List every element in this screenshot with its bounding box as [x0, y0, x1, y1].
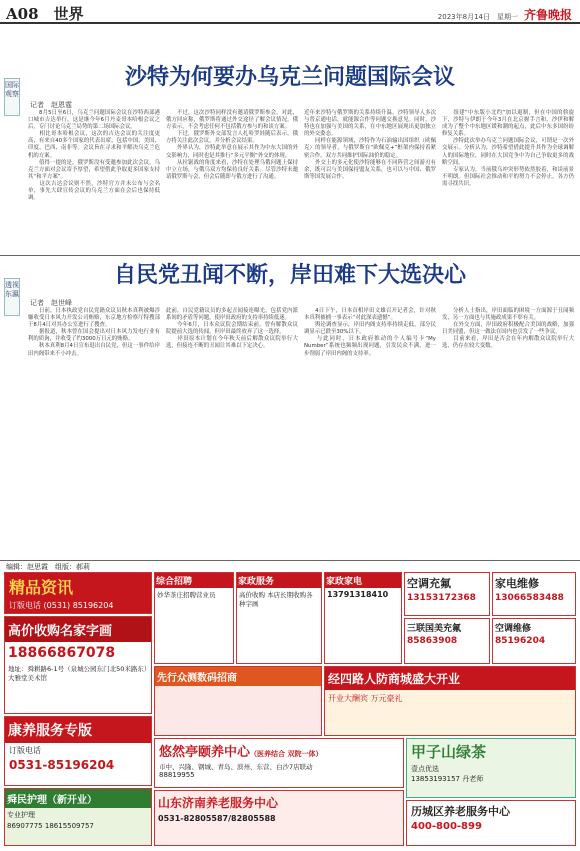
article-1-col: 组建“中东版小北约”加以遏制，但在中国的斡旋下，沙特与伊朗于今年3月在北京握手言和，沙伊和解成为了整个中东地区缓和潮的起点，此后中东多国纷纷修复关系。 沙特此次举办乌克兰问题国际会议，可谓是一次外交展示。分析认为，沙特希望借此提升其作为全球调解人的国际地位，同时在大国竞争中为自己争取更多的战略空间。 专家认为，当前俄乌冲突形势依然胶着，和谈前景不明朗。但国际社会推动和平的努力不会停止，各方仍需寻找共识。 [442, 110, 574, 187]
ad-title: 家政服务 [237, 573, 321, 588]
article-2-body [28, 308, 574, 558]
ad-title: 空调维修 [495, 624, 532, 634]
header-right [438, 6, 572, 23]
ad-phone: 400-800-899 [411, 821, 482, 832]
article-1-col: 8月5日至6日，乌克兰问题国际会议在沙特西部港口城市吉达举行。这是继今年6月丹麦哥本哈根会议之后，专门讨论乌克兰局势的第二场国际会议。 相比哥本哈根会议，这次的吉达会议的关注度更高，有来自40多个国家的代表出席，包括中国、美国、印度、巴西、南非等。会议旨在寻求和平解决乌克兰危机的方案。 值得一提的是，俄罗斯没有受邀参加此次会议。乌克兰方面对会议寄予厚望，希望借此争取更多国家支持其“和平方案”。 这次吉达会议则不然，沙特官方并未公布与会名单，事先大肆宣传会议的乌克兰方面在会后也保持低调。 [28, 110, 160, 202]
ad-weixiu [492, 572, 576, 616]
ad-phone: 13153172368 [407, 593, 476, 603]
headline-1: 沙特为何要办乌克兰问题国际会议 [124, 64, 455, 90]
ad-address: 地址：舜耕路6-1号（泉城公园东门北50米路东）大雅堂美术馆 [8, 665, 148, 682]
article-1-body [28, 110, 574, 250]
ad-title: 精品资讯 [9, 578, 74, 597]
ad-title: 家政家电 [325, 573, 401, 588]
article-1-col: 不过，这次沙特同样没有邀请俄罗斯参会。对此，俄方回应称，俄罗斯将通过外交途径了解会议情况。俄方表示，不会考虑任何不包括俄方参与的和谈方案。 下过，俄罗斯外交部发言人扎哈罗娃随后表示，俄方将关注此次会议，并分析会议结果。 外界认为，沙特此举意在展示其作为中东大国的外交影响力，同时也是其推行“多元平衡”外交的体现。 从拉锯战的角度来看，沙特在处理乌俄问题上保持中立立场，与俄乌双方均保持良好关系。尽管沙特未邀请俄罗斯与会，但会后随即与俄方进行了沟通。 [166, 110, 298, 180]
ad-lvcha [406, 738, 576, 798]
ad-phone: 88819955 [159, 771, 195, 779]
ad-kongtiao-weixiu [492, 618, 576, 664]
ad-text: 市中、兴隆、钢城、青岛、滨州、东营、白沙7店联动 [159, 763, 313, 771]
ad-sub: 开业大酬宾 万元豪礼 [328, 694, 403, 703]
article-2-col: 4日下午，日本首相岸田文雄召开记者会，针对秋本真利被捕一事表示“对此深表遗憾”。 舆论调查显示，岸田内阁支持率持续走低，部分民调显示已跌至30%以下。 与此同时，日本政府推动的个人编号卡“My Number”系统也频频出现问题，引发民众不满，进一步削弱了岸田内阁的支持率。 [304, 308, 436, 357]
ad-title: 历城区养老服务中心 [411, 805, 510, 818]
ad-text: 妙华茶庄招聘营业员 [157, 591, 216, 599]
page-header [0, 0, 580, 24]
ad-title: 经四路人防商城盛大开业 [325, 667, 575, 690]
ad-shuma [154, 666, 322, 736]
ad-title: 综合招聘 [155, 573, 233, 588]
ad-sanlian [404, 618, 490, 664]
side-label-1: 国际观察 [4, 78, 20, 116]
ad-title: 先行众测数码招商 [155, 667, 321, 686]
ad-title: 家电维修 [495, 577, 539, 590]
ad-phone: 18866867078 [8, 645, 116, 661]
ad-kangyang [4, 716, 152, 786]
ad-text: 专业护理 [7, 811, 35, 819]
ad-zhaopin [154, 572, 234, 664]
ad-title: 甲子山绿茶 [411, 743, 487, 761]
ad-jingpin [4, 572, 152, 614]
ad-phone: 85196204 [495, 636, 546, 646]
ad-title: 舜民护理（新开业） [5, 789, 151, 808]
ad-title: 三联国美充氟 [407, 624, 462, 634]
ad-phone: 85863908 [407, 636, 458, 646]
article-1-col: 近年来沙特与俄罗斯的关系持续升温，沙特领导人多次与普京通电话，就能源合作等问题交换意见。同时，沙特也在加强与美国的关系，在中东地区展现出更加独立的外交姿态。 同样在能源领域，沙特作为石油输出国组织（欧佩克）的领导者，与俄罗斯在“欧佩克+”框架内保持着紧密合作，双方共同维护国际油价的稳定。 外交上的多元化使沙特能够在不同阵营之间游刃有余，既可以与美国保持盟友关系，也可以与中国、俄罗斯等国发展合作。 [304, 110, 436, 180]
ad-licheng [406, 800, 576, 846]
ad-kongtiao [404, 572, 490, 616]
ad-text: 高价收购 本店长期收购各种字画 [239, 591, 313, 608]
headline-2: 自民党丑闻不断，岸田难下大选决心 [113, 262, 466, 288]
ad-phone: 18615509757 [44, 822, 94, 830]
ad-title: 高价收购名家字画 [5, 617, 151, 642]
issue-date: 2023年8月14日 星期一 [437, 13, 518, 21]
ad-phone: 13853193157 丹老师 [411, 775, 484, 783]
section-name: 世界 [53, 5, 84, 23]
page-num: A08 [6, 5, 39, 23]
byline-1: 记者 赵恩霆 [30, 101, 72, 109]
ad-sub: 壹点优选 [411, 765, 439, 773]
ad-phone: 13066583488 [495, 593, 564, 603]
ad-jinan-yanglao [154, 790, 404, 846]
divider [0, 560, 580, 561]
article-2-col: 此前，自民党籍议员的多起丑闻接连曝光，包括党内派系间的矛盾等问题，使岸田政府的支持率持续低迷。 今年6月，日本众议院会期结束前，曾有解散众议院提前大选的传闻，但岸田最终放弃了这一选择。 岸田原本计划在今年秋天前后解散众议院举行大选，但接连不断的丑闻让其难以下定决心。 [166, 308, 298, 350]
divider [0, 255, 580, 256]
ad-sub: 订版电话 [9, 746, 41, 755]
ad-phone: (0531) 85196204 [43, 601, 114, 610]
ad-title: 康养服务专版 [5, 717, 151, 743]
ad-calligraphy [4, 616, 152, 714]
editors-line: 编辑：赵思霞 组版：郝莉 [6, 563, 90, 571]
ad-jiadian [324, 572, 402, 664]
ad-sub: （医养结合 双院一体） [250, 750, 323, 758]
ad-jiazheng [236, 572, 322, 664]
ad-title: 空调充氟 [407, 577, 451, 590]
article-2-col: 日前，日本执政党自民党籍众议员秋本真利被爆涉嫌收受日本风力开发公司贿赂，东京地方检察厅特搜部于8月4日对其办公室进行了搜查。 据报道，秋本曾在国会提出对日本风力发电行业有利的质询，并收受了约3000万日元的贿赂。 秋本真利8月4日宣布退出自民党，但这一事件给岸田内阁带来不小冲击。 [28, 308, 160, 357]
ad-title: 悠然亭颐养中心 [159, 745, 251, 760]
ad-shunmin [4, 788, 152, 846]
ad-phone: 86907775 [7, 822, 43, 830]
ad-sub: 订版电话 [9, 601, 41, 610]
side-label-2: 透视东瀛 [4, 278, 20, 316]
ad-renfang [324, 666, 576, 736]
ad-phone: 0531-85196204 [9, 758, 115, 772]
ad-phone: 0531-82805587/82805588 [158, 814, 276, 823]
article-2-col: 分析人士指出，岸田面临的困境一方面源于丑闻频发，另一方面也与其施政成果不彰有关。 在外交方面，岸田政府积极配合美国的战略，加强日美同盟，但这一做法在国内也引发了一些争议。 目前来看，岸田是否会在年内解散众议院举行大选，仍存在较大变数。 [442, 308, 574, 350]
ad-phone: 13791318410 [327, 590, 389, 599]
ads-section [4, 572, 576, 848]
ad-title: 山东济南养老服务中心 [158, 796, 279, 810]
byline-2: 记者 赵世峰 [30, 299, 72, 307]
ad-youranting [154, 738, 404, 788]
paper-logo: 齐鲁晚报 [523, 8, 572, 22]
page-number [6, 3, 84, 24]
